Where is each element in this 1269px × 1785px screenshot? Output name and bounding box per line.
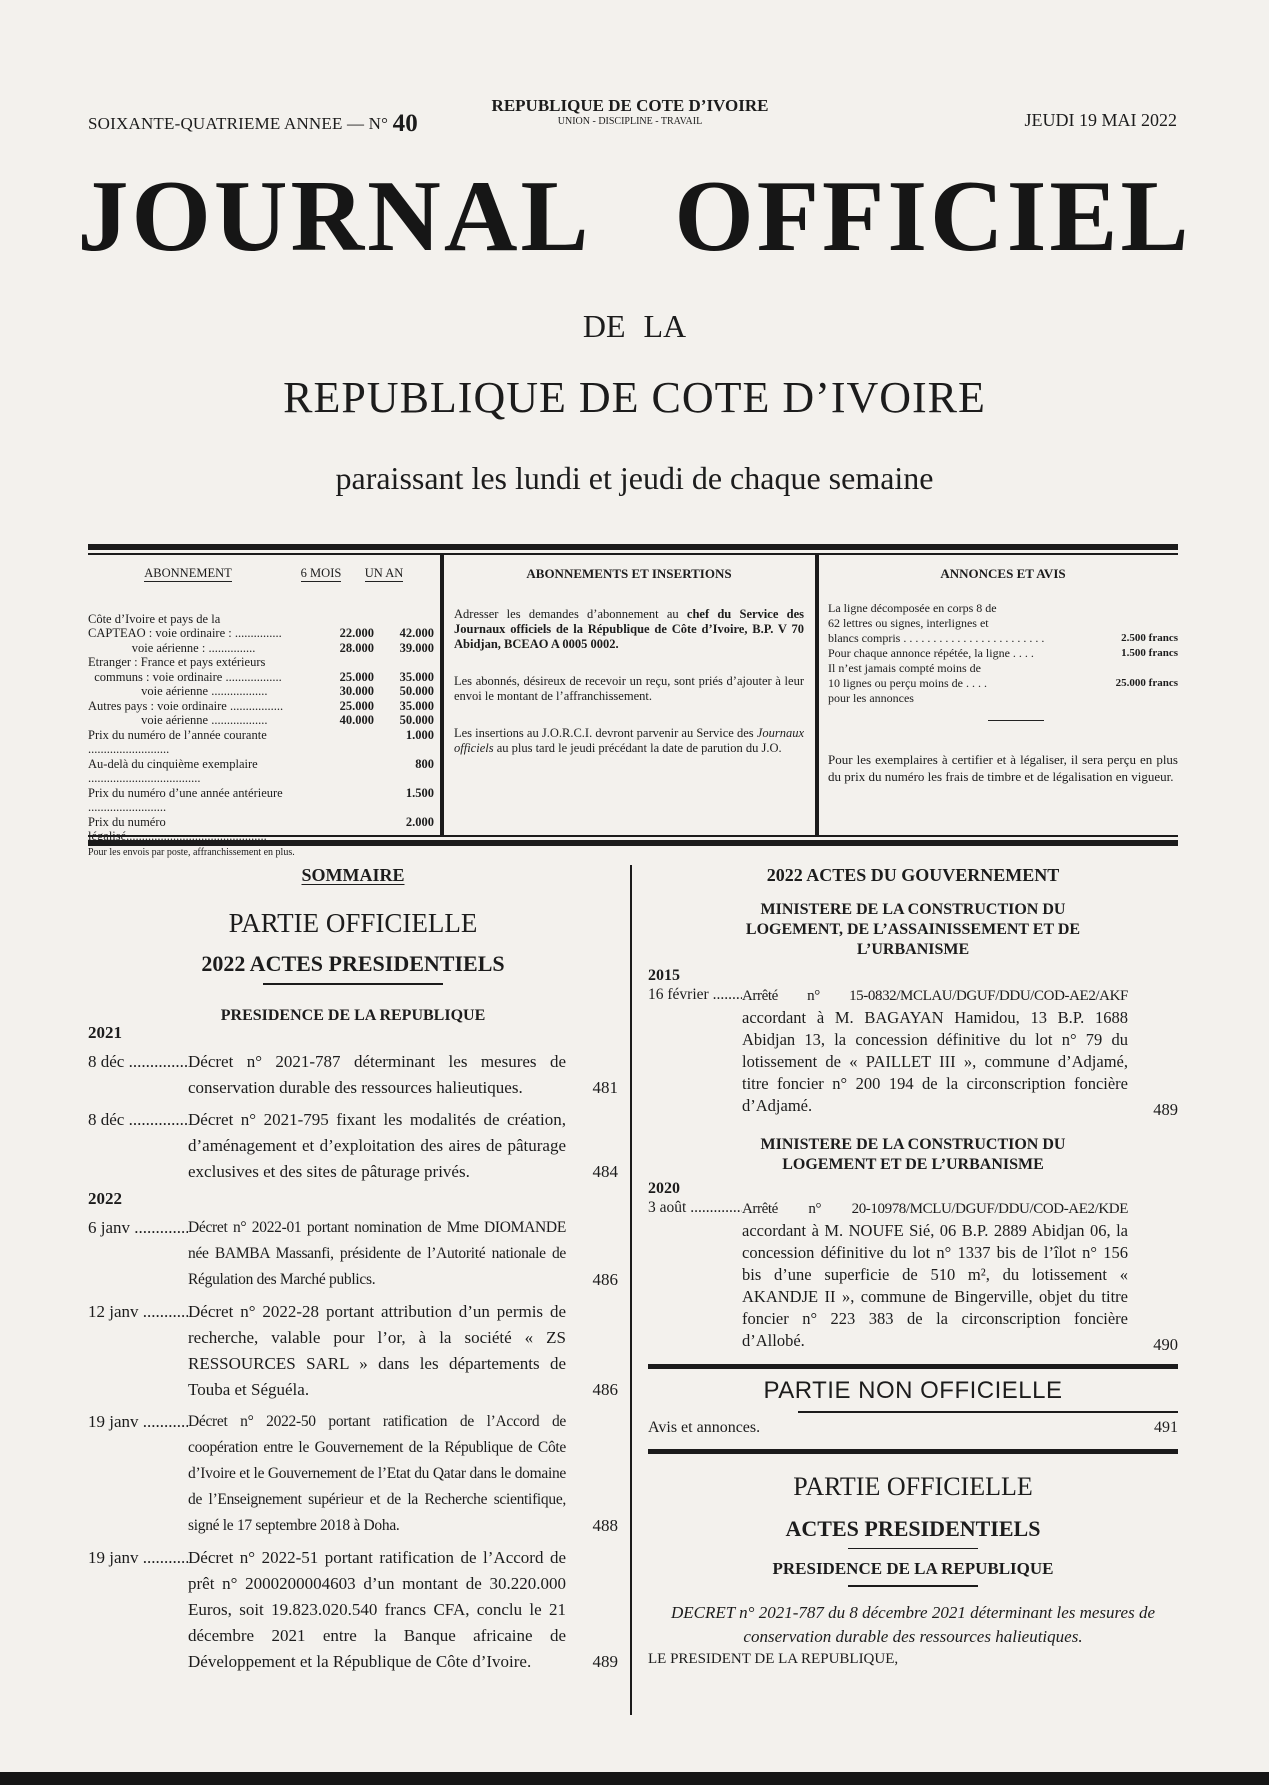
col-un-an: UN AN (364, 566, 404, 580)
masthead-title: JOURNAL OFFICIEL (77, 160, 1192, 273)
actes-underline (263, 983, 443, 985)
issue-line (88, 110, 418, 138)
partie-non-officielle (648, 1364, 1178, 1454)
column-separator (630, 865, 632, 1715)
sommaire-entry: 8 déc ..... Décret n° 2021-787 déterminant les mesures de conservation durable des ressources halieutiques. 481 (88, 1049, 618, 1101)
abonnement-row: Prix du numéro légalisé............................................. 2.000 (88, 814, 434, 843)
abonnement-table (88, 566, 434, 860)
abonnements-insertions-title: ABONNEMENTS ET INSERTIONS (526, 566, 732, 581)
ministry-2-title: MINISTERE DE LA CONSTRUCTION DU LOGEMENT ET DE L’URBANISME (760, 1136, 1066, 1173)
box-top-rule (88, 544, 1178, 550)
page-number: 489 (1153, 1100, 1178, 1119)
page-number: 490 (1153, 1335, 1178, 1354)
arrete-entry-2: 2020 3 août ..... Arrêté n° 20-10978/MCLU/DGUF/DDU/COD-AE2/KDE accordant à M. NOUFE Sié, 06 B.P. 2889 Abidjan 06, la concession définitive du lot n° 1337 bis de l’îlot n° 156 bis d’une superficie de 510 m², du lotissement « AKANDJE II », commune de Bingerville, objet du titre foncier n° 223 383 de la circonscription foncière d’Allobé. 490 (648, 1181, 1178, 1352)
sommaire-title: SOMMAIRE (301, 865, 405, 885)
box-divider-1 (440, 553, 444, 835)
sommaire-entry: 19 janv ..... Décret n° 2022-51 portant ratification de l’Accord de prêt n° 2000200004603 d’un montant de 30.220.000 Euros, soit 19.823.020.540 francs CFA, conclu le 21 décembre 2021 entre la Banque africaine de Développement et la République de Côte d’Ivoire. 489 (88, 1545, 618, 1675)
page-number: 486 (592, 1269, 618, 1289)
gouvernement-column (648, 865, 1178, 1668)
abonnement-row: Autres pays : voie ordinaire ................. 25.000 35.000 (88, 698, 434, 713)
decret-title: DECRET n° 2021-787 du 8 décembre 2021 déterminant les mesures de conservation durable des ressources halieutiques. (671, 1602, 1155, 1646)
issue-number: 40 (392, 110, 419, 137)
annonces-title: ANNONCES ET AVIS (940, 566, 1066, 581)
sommaire-entry: 8 déc ..... Décret n° 2021-795 fixant les modalités de création, d’aménagement et d’exploitation des aires de pâturage exclusives et des sites de pâturage privés. 484 (88, 1107, 618, 1185)
abonnement-head: ABONNEMENT (144, 566, 232, 580)
abonnement-row: Prix du numéro de l’année courante .......................... 1.000 (88, 727, 434, 756)
arrete-entry-1: 2015 16 février ..... Arrêté n° 15-0832/MCLAU/DGUF/DDU/COD-AE2/AKF accordant à M. BAGAYAN Hamidou, 13 B.P. 1688 Abidjan 13, la concession définitive du lot n° 79 du lotissement de « PAILLET III », commune d’Adjamé, titre foncier n° 200 194 de la circonscription foncière d’Adjamé. 489 (648, 968, 1178, 1117)
ministry-1-title: MINISTERE DE LA CONSTRUCTION DU LOGEMENT, DE L’ASSAINISSEMENT ET DE L’URBANISME (745, 901, 1081, 958)
price-line-2: Pour chaque annonce répétée, la ligne . . . . 1.500 francs (828, 646, 1178, 660)
avis-annonces-line: Avis et annonces. 491 (648, 1418, 1178, 1436)
republic-header (440, 96, 820, 127)
price-line-1: blancs compris . . . . . . . . . . . . . . . . . . . . . . . . 2.500 francs (828, 631, 1178, 645)
sommaire-entry: 19 janv ..... Décret n° 2022-50 portant ratification de l’Accord de coopération entre le Gouvernement de la République de Côte d’Ivoire et le Gouvernement de l’Etat du Qatar dans le domaine de l’Enseignement supérieur et de la Recherche scientifique, signé le 17 septembre 2018 à Doha. 488 (88, 1409, 618, 1539)
page-number: 489 (592, 1651, 618, 1671)
region-label: Côte d’Ivoire et pays de la (88, 611, 221, 626)
insertions-paragraph-1: Adresser les demandes d’abonnement au chef du Service des Journaux officiels de la République de Côte d’Ivoire, B.P. V 70 Abidjan, BCEAO A 0005 0002. (454, 607, 804, 651)
insertions-paragraph-2: Les abonnés, désireux de recevoir un reçu, sont priés d’ajouter à leur envoi le montant de l’affranchissement. (454, 674, 804, 703)
box-top-rule-thin (88, 553, 1178, 555)
abonnements-insertions (454, 566, 804, 778)
abonnement-row: Prix du numéro d’une année antérieure ......................... 1.500 (88, 785, 434, 814)
abonnement-row: Au-delà du cinquième exemplaire .................................... 800 (88, 756, 434, 785)
partie-officielle-heading: PARTIE OFFICIELLE (793, 1471, 1033, 1501)
sommaire-column (88, 865, 618, 1675)
page-number: 481 (592, 1077, 618, 1097)
col-6-mois: 6 MOIS (300, 566, 342, 580)
insertions-paragraph-3: Les insertions au J.O.R.C.I. devront parvenir au Service des Journaux officiels au plus tard le jeudi précédant la date de parution du J.O. (454, 726, 804, 755)
page-number: 484 (592, 1161, 618, 1181)
issue-date: JEUDI 19 MAI 2022 (1024, 110, 1177, 130)
sommaire-entry: 12 janv ..... Décret n° 2022-28 portant attribution d’un permis de recherche, valable pour l’or, à la société « ZS RESSOURCES SARL » dans les départements de Touba et Séguéla. 486 (88, 1299, 618, 1403)
abonnement-row: CAPTEAO : voie ordinaire : ............... 22.000 42.000 (88, 626, 434, 640)
price-line-3: 10 lignes ou perçu moins de . . . . 25.000 francs (828, 676, 1178, 690)
year-2021: 2021 (88, 1022, 122, 1042)
abonnement-note: Pour les envois par poste, affranchissement en plus. (88, 846, 295, 858)
year-label: SOIXANTE-QUATRIEME ANNEE — N° (88, 114, 389, 133)
actes-gouvernement-title: 2022 ACTES DU GOUVERNEMENT (766, 865, 1060, 885)
box-divider-2 (815, 553, 819, 835)
actes-presidentiels-heading: ACTES PRESIDENTIELS (785, 1515, 1041, 1541)
bottom-border (0, 1772, 1269, 1785)
presidence-title: PRESIDENCE DE LA REPUBLIQUE (220, 1006, 486, 1024)
page-number: 488 (592, 1515, 618, 1535)
abonnement-row: voie aérienne .................. 40.000 50.000 (88, 713, 434, 727)
masthead-republic: REPUBLIQUE DE COTE D’IVOIRE (283, 373, 986, 422)
page-number: 486 (592, 1379, 618, 1399)
republic-name: REPUBLIQUE DE COTE D’IVOIRE (491, 96, 769, 115)
annonces-divider (988, 720, 1044, 721)
partie-non-officielle-title: PARTIE NON OFFICIELLE (763, 1377, 1063, 1404)
certification-note: Pour les exemplaires à certifier et à légaliser, il sera perçu en plus du prix du numéro les frais de timbre et de légalisation en vigueur. (828, 752, 1178, 784)
motto: UNION - DISCIPLINE - TRAVAIL (557, 116, 703, 127)
partie-officielle-title: PARTIE OFFICIELLE (228, 908, 478, 938)
abonnement-row: Etranger : France et pays extérieurs (88, 655, 266, 669)
sommaire-entry: 6 janv ..... Décret n° 2022-01 portant nomination de Mme DIOMANDE née BAMBA Massanfi, présidente de l’Autorité nationale de Régulation des Marché publics. 486 (88, 1215, 618, 1293)
actes-presidentiels-title: 2022 ACTES PRESIDENTIELS (201, 951, 505, 976)
masthead-frequency: paraissant les lundi et jeudi de chaque semaine (335, 460, 934, 496)
year-2022: 2022 (88, 1188, 122, 1208)
abonnement-row: communs : voie ordinaire .................. 25.000 35.000 (88, 669, 434, 684)
abonnement-row: voie aérienne : ............... 28.000 39.000 (88, 640, 434, 655)
annonces-avis: ANNONCES ET AVIS La ligne décomposée en corps 8 de 62 lettres ou signes, interlignes et blancs compris . . . . . . . . . . . . . . . . . . . . . . . . 2.500 francs Pour chaque annonce répétée, la ligne . . . . 1.500 francs Il n’est jamais compté moins de 10 lignes ou perçu moins de . . . . 25.000 francs pour les annonces Pour les exemplaires à certifier et à légaliser, il sera perçu en plus du prix du numéro les frais de timbre et de légalisation en vigueur. (828, 566, 1178, 784)
presidence-heading: PRESIDENCE DE LA REPUBLIQUE (772, 1559, 1054, 1578)
president-line: LE PRESIDENT DE LA REPUBLIQUE, (648, 1650, 899, 1667)
masthead-de-la: DE LA (582, 308, 687, 344)
abonnement-row: voie aérienne .................. 30.000 50.000 (88, 684, 434, 698)
